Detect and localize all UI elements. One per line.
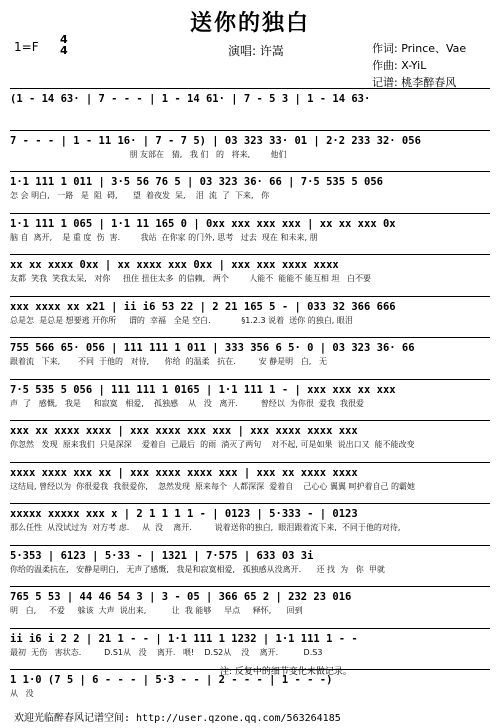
time-signature xyxy=(60,34,68,56)
lyrics-row: 你给的温柔抗在, 安静是明白, 无声了感慨, 我是和寂寞相爱, 孤独感从没离开. 还 找 为 你 甲就 xyxy=(10,564,385,574)
score-line xyxy=(10,379,490,409)
score-line xyxy=(10,420,490,450)
notation-row: xxx xx xxxx xxxx | xxx xxxx xxx xxx | xxx xxxx xxxx xxx xyxy=(10,420,490,439)
lyrics-row: 友都 笑我 笑我太呆, 对你 扭住 扭住太多 的信赖, 两个 人能不 能能不 能互相 坦 白不要 xyxy=(10,274,372,283)
lyrics-row: 朋 友部在 猜, 我 们 的 将来, 他们 xyxy=(10,149,287,159)
transcriber-credit: 记谱: 桃李醉春风 xyxy=(372,76,457,89)
notation-row: xxxx xxxx xxx xx | xxx xxxx xxxx xxx | xxx xx xxxx xxxx xyxy=(10,462,490,481)
lyricist-credit: 作词: Prince、Vae xyxy=(372,42,467,55)
notation-row: 1·1 111 1 011 | 3·5 56 76 5 | 03 323 36· 66 | 7·5 535 5 056 xyxy=(10,171,490,190)
lyrics-row: 最初 无伤 害状态. D.S1从 没 离开. 喂! D.S2从 没 离开. D.S3 xyxy=(10,647,323,657)
lyrics-row xyxy=(10,107,490,118)
score-line xyxy=(10,462,490,492)
notation-row: (1 - 14 63· | 7 - - - | 1 - 14 61· | 7 - 5 3 | 1 - 14 63· xyxy=(10,88,490,107)
score-line xyxy=(10,545,490,575)
notation-row: xx xx xxxx 0xx | xx xxxx xxx 0xx | xxx xxx xxxx xxxx xyxy=(10,254,490,273)
time-signature-top: 4 xyxy=(60,33,68,46)
lyrics-row: 总是怎 是总是 想要逃 开你所 谓的 幸福 全是 空白. §1.2.3 说着 送你 的独白, 眼泪 xyxy=(10,315,353,325)
score-line xyxy=(10,130,490,160)
notation-row: 755 566 65· 056 | 111 111 1 011 | 333 356 6 5· 0 | 03 323 36· 66 xyxy=(10,337,490,356)
score-line xyxy=(10,503,490,533)
notation-row: xxxxx xxxxx xxx x | 2 1 1 1 1 - | 0123 | 5·333 - | 0123 xyxy=(10,503,490,522)
credits-block xyxy=(372,40,466,91)
notation-row: 1·1 111 1 065 | 1·1 11 165 0 | 0xx xxx xxx xxx | xx xx xxx 0x xyxy=(10,213,490,232)
lyrics-row: 明 白, 不爱 躲该 大声 说出来, 让 我 能够 早点 释怀, 回到 xyxy=(10,606,303,615)
notation-row: 5·353 | 6123 | 5·33 - | 1321 | 7·575 | 633 03 3i xyxy=(10,545,490,564)
notation-row: 7 - - - | 1 - 11 16· | 7 - 7 5) | 03 323 33· 01 | 2·2 233 32· 056 xyxy=(10,130,490,149)
key-signature: 1=F xyxy=(14,40,39,54)
lyrics-row: 那么任性 从没试过为 对方考 虑. 从 没 离开. 说着送你的独白, 眼泪跟着流下来, 不同于他的对待, xyxy=(10,523,401,532)
score-line xyxy=(10,296,490,326)
composer-credit: 作曲: X-YiL xyxy=(372,59,427,72)
score-line xyxy=(10,586,490,616)
annotation-note: 注: 反复中的细节变化未做记录。 xyxy=(220,667,352,677)
lyrics-row: 脑 自 离开, 是 重 度 伤 害. 我站 在你家 的门外, 思考 过去 现在 和未来, 朋 xyxy=(10,232,318,242)
notation-row: 1 1·0 (7 5 | 6 - - - | 5·3 - - | 2 - - - | 1 - - -) xyxy=(10,669,490,688)
score-line xyxy=(10,171,490,201)
lyrics-row: 这结局, 曾经以为 你很爱我 我很爱你, 忽然发现 原来每个 人都深深 爱着自 己心心 翼翼 呵护着自己 的霸她 xyxy=(10,481,416,491)
lyrics-row: 从 没 xyxy=(10,689,34,698)
score-line xyxy=(10,88,490,118)
footer-link[interactable]: 欢迎光临醉春风记谱空间: http://user.qzone.qq.com/563264185 xyxy=(14,713,341,724)
lyrics-row: 声 了 感慨, 我是 和寂寞 相爱, 孤独感 从 没 离开. 曾经以 为你很 爱我 我很爱 xyxy=(10,398,365,408)
time-signature-bottom: 4 xyxy=(60,44,68,57)
score-line xyxy=(10,337,490,367)
notation-row: ii i6 i 2 2 | 21 1 - - | 1·1 111 1 1232 | 1·1 111 1 - - xyxy=(10,628,490,647)
song-title: 送你的独白 xyxy=(189,10,310,36)
score-line xyxy=(10,254,490,284)
singer-credit: 演唱: 许嵩 xyxy=(228,44,284,58)
notation-row: xxx xxxx xx x21 | ii i6 53 22 | 2 21 165 5 - | 033 32 366 666 xyxy=(10,296,490,315)
lyrics-row: 跟着流 下来, 不同 于他的 对待, 你给 的温柔 抗在. 安 静是明 白, 无 xyxy=(10,357,327,366)
notation-row: 765 5 53 | 44 46 54 3 | 3 - 05 | 366 65 2 | 232 23 016 xyxy=(10,586,490,605)
score-line xyxy=(10,213,490,243)
lyrics-row: 怎 会 明白, 一路 是 阻 碍, 望 着夜发 呆, 泪 流 了 下来, 你 xyxy=(10,191,270,200)
notation-row: 7·5 535 5 056 | 111 111 1 0165 | 1·1 111 1 - | xxx xxx xx xxx xyxy=(10,379,490,398)
lyrics-row: 你忽然 发现 原来我们 只是深深 爱着自 己最后 的雨 淌灭了两句 对不起, 可是如果 说出口又 能不能改变 xyxy=(10,440,415,449)
score-line xyxy=(10,628,490,658)
